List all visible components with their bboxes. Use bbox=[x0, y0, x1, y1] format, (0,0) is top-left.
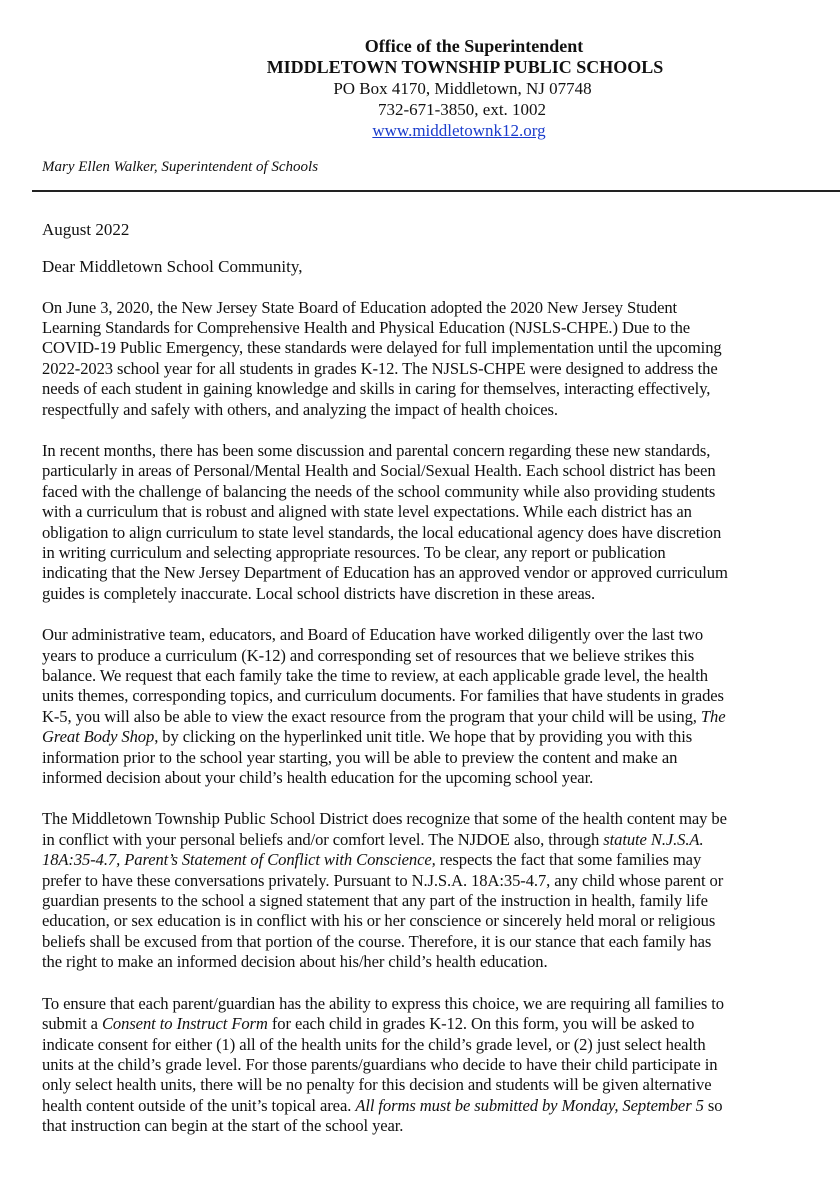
text-line: balance. We request that each family take the time to review, at each applicable grade level, the health bbox=[42, 666, 708, 685]
text-segment: in conflict with your personal beliefs and/or comfort level. The NJDOE also, through bbox=[42, 829, 604, 849]
text-line: in writing curriculum and selecting appropriate resources. To be clear, any report or publication bbox=[42, 542, 666, 562]
paragraph-parental-concern bbox=[42, 441, 818, 604]
text-line: Our administrative team, educators, and Board of Education have worked diligently over the last two bbox=[42, 625, 704, 645]
text-line: beliefs shall be excused from that portion of the course. Therefore, it is our stance that each family has bbox=[42, 931, 712, 951]
text-segment: for each child in grades K-12. On this form, you will be asked to bbox=[267, 1014, 695, 1034]
website-line bbox=[42, 120, 818, 141]
text-line: particularly in areas of Personal/Mental Health and Social/Sexual Health. Each school district has been bbox=[42, 461, 716, 481]
text-line: indicate consent for either (1) all of the health units for the child’s grade level, or (2) just select health bbox=[42, 1034, 706, 1054]
text-segment: respects the fact that some families may bbox=[435, 850, 702, 870]
letterhead bbox=[42, 36, 818, 141]
office-title: Office of the Superintendent bbox=[364, 36, 584, 56]
text-line: To ensure that each parent/guardian has the ability to express this choice, we are requiring all families to bbox=[42, 993, 724, 1013]
text-segment: health content outside of the unit’s topical area. bbox=[42, 1095, 356, 1115]
text-line: needs of each student in gaining knowledge and skills in caring for themselves, interacting effectively, bbox=[42, 379, 711, 399]
district-name: MIDDLETOWN TOWNSHIP PUBLIC SCHOOLS bbox=[266, 57, 664, 77]
text-line: informed decision about your child’s health education for the upcoming school year. bbox=[42, 768, 594, 788]
text-line bbox=[42, 1096, 818, 1116]
text-line: the right to make an informed decision about his/her child’s health education. bbox=[42, 952, 548, 972]
program-title-italic: Great Body Shop bbox=[42, 727, 155, 747]
text-line: that instruction can begin at the start of the school year. bbox=[42, 1116, 404, 1136]
text-line: guides is completely inaccurate. Local school districts have discretion in these areas. bbox=[42, 583, 595, 603]
superintendent-line: Mary Ellen Walker, Superintendent of Schools bbox=[42, 159, 319, 175]
text-line: only select health units, there will be no penalty for this decision and students will be given alternative bbox=[42, 1075, 712, 1095]
text-line: 2022-2023 school year for all students in grades K-12. The NJSLS-CHPE were designed to address the bbox=[42, 358, 718, 378]
statute-italic: 18A:35-4.7, Parent’s Statement of Conflict with Conscience, bbox=[42, 850, 436, 870]
letter-date: August 2022 bbox=[42, 219, 130, 239]
paragraph-standards-adoption bbox=[42, 298, 818, 420]
text-line: years to produce a curriculum (K-12) and corresponding set of resources that we believe strikes this bbox=[42, 645, 695, 665]
text-line bbox=[42, 850, 818, 870]
paragraph-consent-form bbox=[42, 994, 818, 1137]
paragraph-curriculum-review bbox=[42, 625, 818, 788]
text-line: guardian presents to the school a signed statement that any part of the instruction in health, family life bbox=[42, 891, 708, 911]
deadline-italic: All forms must be submitted by Monday, September 5 bbox=[355, 1095, 704, 1115]
paragraph-conscience-statute bbox=[42, 809, 818, 972]
text-segment: K-5, you will also be able to view the exact resource from the program that your child will be using, bbox=[42, 706, 701, 726]
website-link[interactable]: www.middletownk12.org bbox=[372, 121, 546, 140]
text-line: prefer to have these conversations privately. Pursuant to N.J.S.A. 18A:35-4.7, any child whose parent or bbox=[42, 870, 724, 890]
header-divider bbox=[32, 190, 840, 192]
text-line: information prior to the school year starting, you will be able to preview the content and make an bbox=[42, 747, 678, 767]
text-line: respectfully and safely with others, and analyzing the impact of health choices. bbox=[42, 399, 558, 419]
phone-number: 732-671-3850, ext. 1002 bbox=[377, 100, 547, 119]
text-line: indicating that the New Jersey Department of Education has an approved vendor or approved curriculum bbox=[42, 563, 728, 583]
form-name-italic: Consent to Instruct Form bbox=[101, 1014, 268, 1034]
text-segment: submit a bbox=[42, 1014, 102, 1034]
text-segment: so bbox=[703, 1095, 723, 1115]
text-line: Learning Standards for Comprehensive Health and Physical Education (NJSLS-CHPE.) Due to the bbox=[42, 317, 691, 337]
statute-italic: statute N.J.S.A. bbox=[603, 829, 704, 849]
text-line: The Middletown Township Public School District does recognize that some of the health content may be bbox=[42, 809, 727, 829]
text-segment: , by clicking on the hyperlinked unit title. We hope that by providing you with this bbox=[154, 727, 693, 747]
text-line bbox=[42, 727, 818, 747]
text-line: obligation to align curriculum to state level standards, the local educational agency does have discretion bbox=[42, 522, 722, 542]
text-line: COVID-19 Public Emergency, these standards were delayed for full implementation until the upcoming bbox=[42, 338, 722, 358]
program-title-italic: The bbox=[700, 706, 726, 726]
text-line: In recent months, there has been some discussion and parental concern regarding these new standards, bbox=[42, 440, 711, 460]
text-line: On June 3, 2020, the New Jersey State Board of Education adopted the 2020 New Jersey Student bbox=[42, 297, 678, 317]
text-line bbox=[42, 830, 818, 850]
text-line: education, or sex education is in conflict with his or her conscience or sincerely held moral or religious bbox=[42, 911, 716, 931]
text-line: with a curriculum that is robust and aligned with state level expectations. While each district has an bbox=[42, 502, 692, 522]
text-line: units at the child’s grade level. For those parents/guardians who decide to have their child participate in bbox=[42, 1054, 718, 1074]
text-line: units themes, corresponding topics, and curriculum documents. For families that have students in grades bbox=[42, 686, 724, 706]
text-line bbox=[42, 707, 818, 727]
text-line: faced with the challenge of balancing the needs of the school community while also providing students bbox=[42, 481, 716, 501]
text-line bbox=[42, 1014, 818, 1034]
salutation: Dear Middletown School Community, bbox=[42, 256, 303, 276]
mailing-address: PO Box 4170, Middletown, NJ 07748 bbox=[333, 79, 592, 98]
